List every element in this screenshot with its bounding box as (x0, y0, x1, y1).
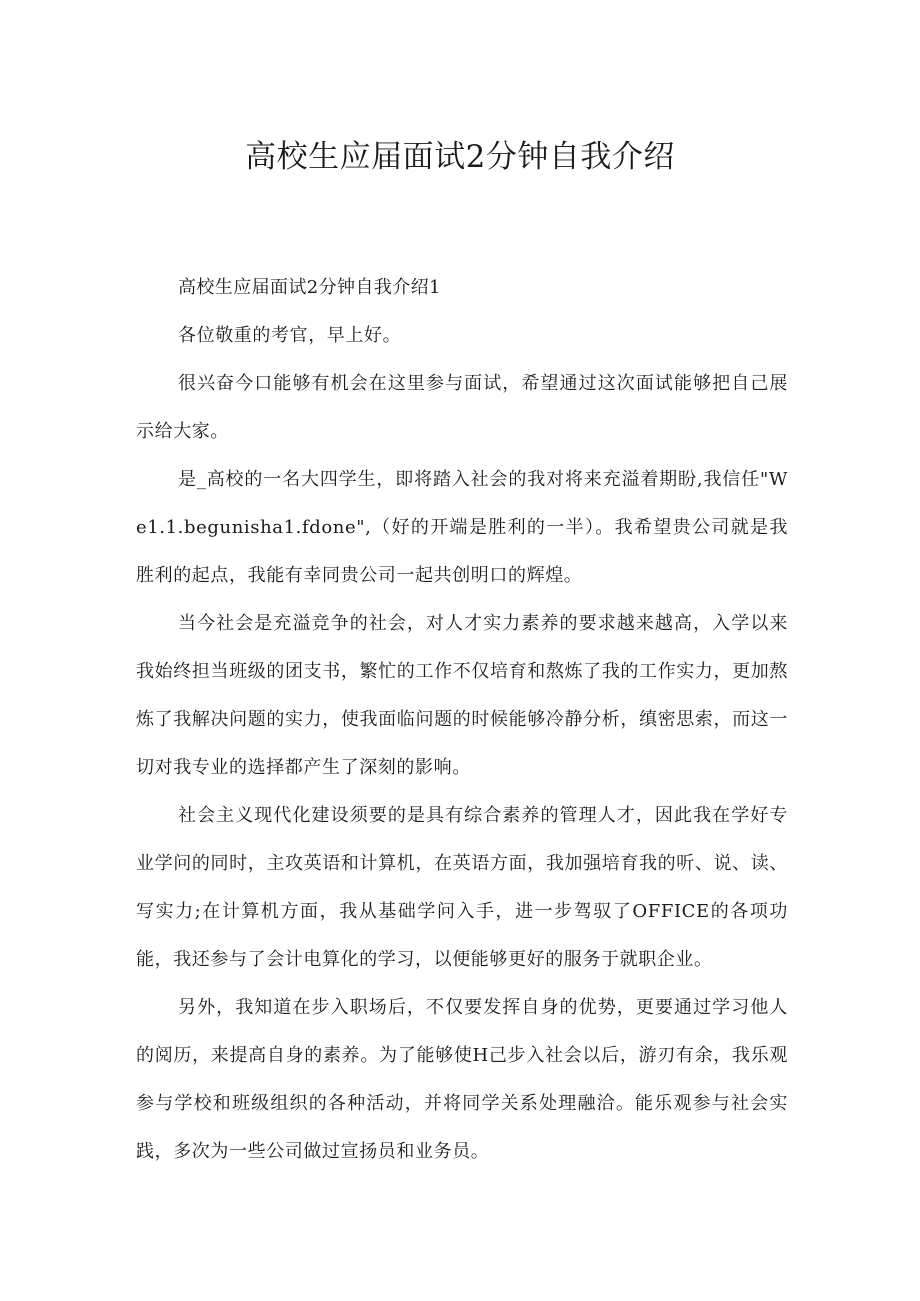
paragraph-activities: 另外，我知道在步入职场后，不仅要发挥自身的优势，更要通过学习他人的阅历，来提高自身的素养。为了能够使H己步入社会以后，游刃有余，我乐观参与学校和班级组织的各种活动，并将同学关系处理融洽。能乐观参与社会实践，多次为一些公司做过宣扬员和业务员。 (136, 997, 788, 1162)
paragraph-background: 是_高校的一名大四学生，即将踏入社会的我对将来充溢着期盼,我信任"We1.1.begunisha1.fdone",（好的开端是胜利的一半）。我希望贵公司就是我胜利的起点，我能有幸同贵公司一起共创明口的辉煌。 (136, 469, 788, 586)
document-title: 高校生应届面试2分钟自我介绍 (245, 139, 675, 175)
document-body (136, 264, 788, 1176)
paragraph-skills: 社会主义现代化建设须要的是具有综合素养的管理人才，因此我在学好专业学问的同时，主攻英语和计算机，在英语方面，我加强培育我的听、说、读、写实力;在计算机方面，我从基础学问入手，进一步驾驭了OFFICE的各项功能，我还参与了会计电算化的学习，以便能够更好的服务于就职企业。 (136, 805, 788, 970)
section-heading: 高校生应届面试2分钟自我介绍1 (178, 277, 441, 298)
paragraph-greeting: 各位敬重的考官，早上好。 (178, 325, 402, 346)
paragraph-experience: 当今社会是充溢竞争的社会，对人才实力素养的要求越来越高，入学以来我始终担当班级的团支书，繁忙的工作不仅培育和熬炼了我的工作实力，更加熬炼了我解决问题的实力，使我面临问题的时候能够冷静分析，缜密思索，而这一切对我专业的选择都产生了深刻的影响。 (136, 613, 788, 778)
paragraph-intro: 很兴奋今口能够有机会在这里参与面试，希望通过这次面试能够把自己展示给大家。 (136, 373, 788, 442)
